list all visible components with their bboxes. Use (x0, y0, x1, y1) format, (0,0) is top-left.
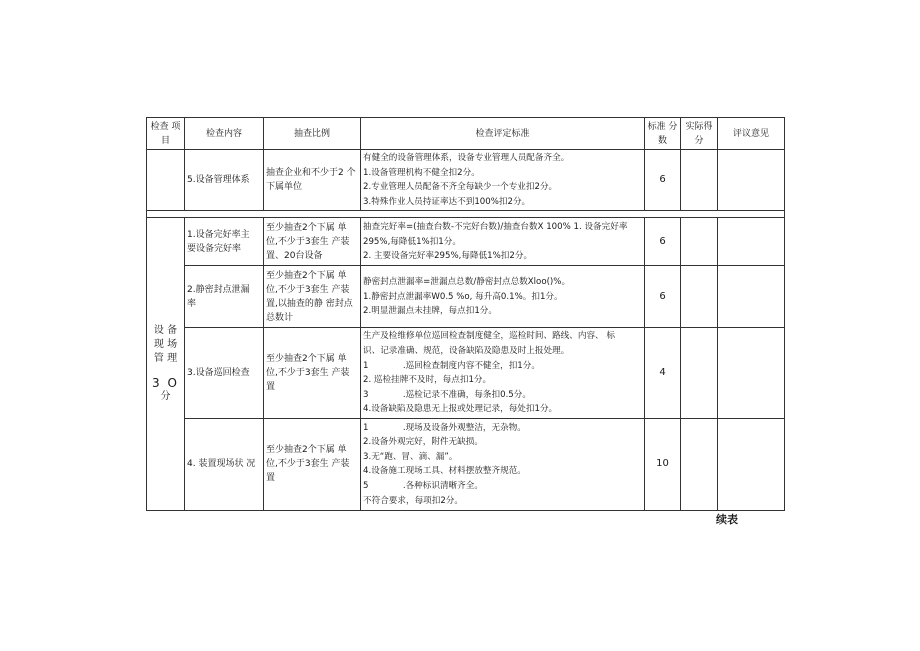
criteria-line: 4.设备缺陷及隐患无上报或处理记录，每处扣1分。 (363, 404, 558, 415)
criteria-line: 1.设备管理机构不健全扣2分。 (363, 167, 480, 178)
actual-score-cell[interactable] (681, 150, 718, 211)
header-row (147, 118, 785, 150)
row-ratio: 至少抽查2个下属 单位,不少于3套生 产装置 (264, 418, 361, 510)
header-item: 检查 项目 (147, 118, 185, 150)
row-gap (147, 211, 785, 218)
comment-cell[interactable] (718, 418, 785, 510)
header-std-score: 标准 分数 (645, 118, 681, 150)
actual-score-cell[interactable] (681, 328, 718, 419)
row-content: 1.设备完好率主 要设备完好率 (185, 218, 264, 266)
header-actual-score: 实际得分 (681, 118, 718, 150)
criteria-line: 2.明显泄漏点未挂牌，每点扣1分。 (363, 306, 497, 317)
row-ratio: 至少抽查2个下属 单位,不少于3套生 产装置,以抽查的静 密封点总数计 (264, 266, 361, 328)
table-row (147, 328, 785, 419)
criteria-line: 295%,每降低1%扣1分。 (363, 236, 461, 247)
row-criteria (361, 328, 645, 419)
category-cell-empty (147, 150, 185, 211)
row-ratio: 至少抽查2个下属 单位,不少于3套生 产装置 (264, 328, 361, 419)
comment-cell[interactable] (718, 218, 785, 266)
criteria-line: 识、记录准确、规范，设备缺陷及隐患及时上报处理。 (363, 345, 570, 356)
actual-score-cell[interactable] (681, 266, 718, 328)
criteria-line: 1 .现场及设备外观整洁，无杂物。 (363, 422, 526, 433)
table-row (147, 150, 785, 211)
criteria-line: 不符合要求，每项扣2分。 (363, 495, 463, 506)
actual-score-cell[interactable] (681, 218, 718, 266)
criteria-line: 4.设备施工现场工具、材料摆放整齐规范。 (363, 466, 526, 477)
criteria-line: 2. 主要设备完好率295%,每降低1%扣2分。 (363, 251, 533, 262)
actual-score-cell[interactable] (681, 418, 718, 510)
criteria-line: 有健全的设备管理体系，设备专业管理人员配备齐全。 (363, 153, 570, 163)
continued-label: 续表 (716, 513, 738, 526)
row-criteria (361, 266, 645, 328)
row-ratio: 抽查企业和不少于2 个下属单位 (264, 150, 361, 211)
header-criteria: 检查评定标准 (361, 118, 645, 150)
criteria-line: 2. 巡检挂牌不及时，每点扣1分。 (363, 375, 492, 386)
criteria-line: 抽查完好率=(抽查台数-不完好台数)/抽查台数X 100% 1. 设备完好率 (363, 221, 628, 232)
comment-cell[interactable] (718, 150, 785, 211)
criteria-line: 1 .巡回检查制度内容不健全，扣1分。 (363, 360, 540, 371)
criteria-line: 生产及检维修单位巡回检查制度健全，巡检时间、路线、内容、 标 (363, 331, 615, 342)
table-row (147, 418, 785, 510)
comment-cell[interactable] (718, 266, 785, 328)
header-comment: 评议意见 (718, 118, 785, 150)
row-content: 2.静密封点泄漏 率 (185, 266, 264, 328)
row-content: 5.设备管理体系 (185, 150, 264, 211)
criteria-line: 静密封点泄漏率=泄漏点总数/静密封点总数Xloo()%。 (363, 276, 571, 287)
criteria-line: 3.无“跑、冒、滴、漏”。 (363, 451, 458, 462)
criteria-line: 3.特殊作业人员持证率达不到100%扣2分。 (363, 196, 531, 207)
row-criteria (361, 218, 645, 266)
header-content: 检查内容 (185, 118, 264, 150)
row-score: 6 (645, 218, 681, 266)
category-cell (147, 218, 185, 511)
criteria-line: 1.静密封点泄漏率W0.5 %o, 每升高0.1%。扣1分。 (363, 291, 563, 302)
criteria-line: 2.专业管理人员配备不齐全每缺少一个专业扣2分。 (363, 182, 558, 193)
comment-cell[interactable] (718, 328, 785, 419)
row-content: 4. 装置现场状 况 (185, 418, 264, 510)
category-score: 3 O (152, 376, 179, 391)
row-ratio: 至少抽查2个下属 单位,不少于3套生 产装置、20台设备 (264, 218, 361, 266)
row-content: 3.设备巡回检查 (185, 328, 264, 419)
row-criteria (361, 150, 645, 211)
category-name: 设 备现 场管 理 (153, 325, 178, 365)
criteria-line: 2.设备外观完好，附件无缺损。 (363, 437, 483, 448)
row-score: 10 (645, 418, 681, 510)
criteria-line: 3 .巡检记录不准确，每条扣0.5分。 (363, 389, 531, 400)
row-score: 6 (645, 266, 681, 328)
row-score: 6 (645, 150, 681, 211)
inspection-table (146, 117, 785, 511)
row-score: 4 (645, 328, 681, 419)
criteria-line: 5 .各种标识清晰齐全。 (363, 481, 483, 492)
table-row (147, 266, 785, 328)
table-row (147, 218, 785, 266)
header-ratio: 抽查比例 (264, 118, 361, 150)
row-criteria (361, 418, 645, 510)
category-unit: 分 (160, 391, 171, 403)
